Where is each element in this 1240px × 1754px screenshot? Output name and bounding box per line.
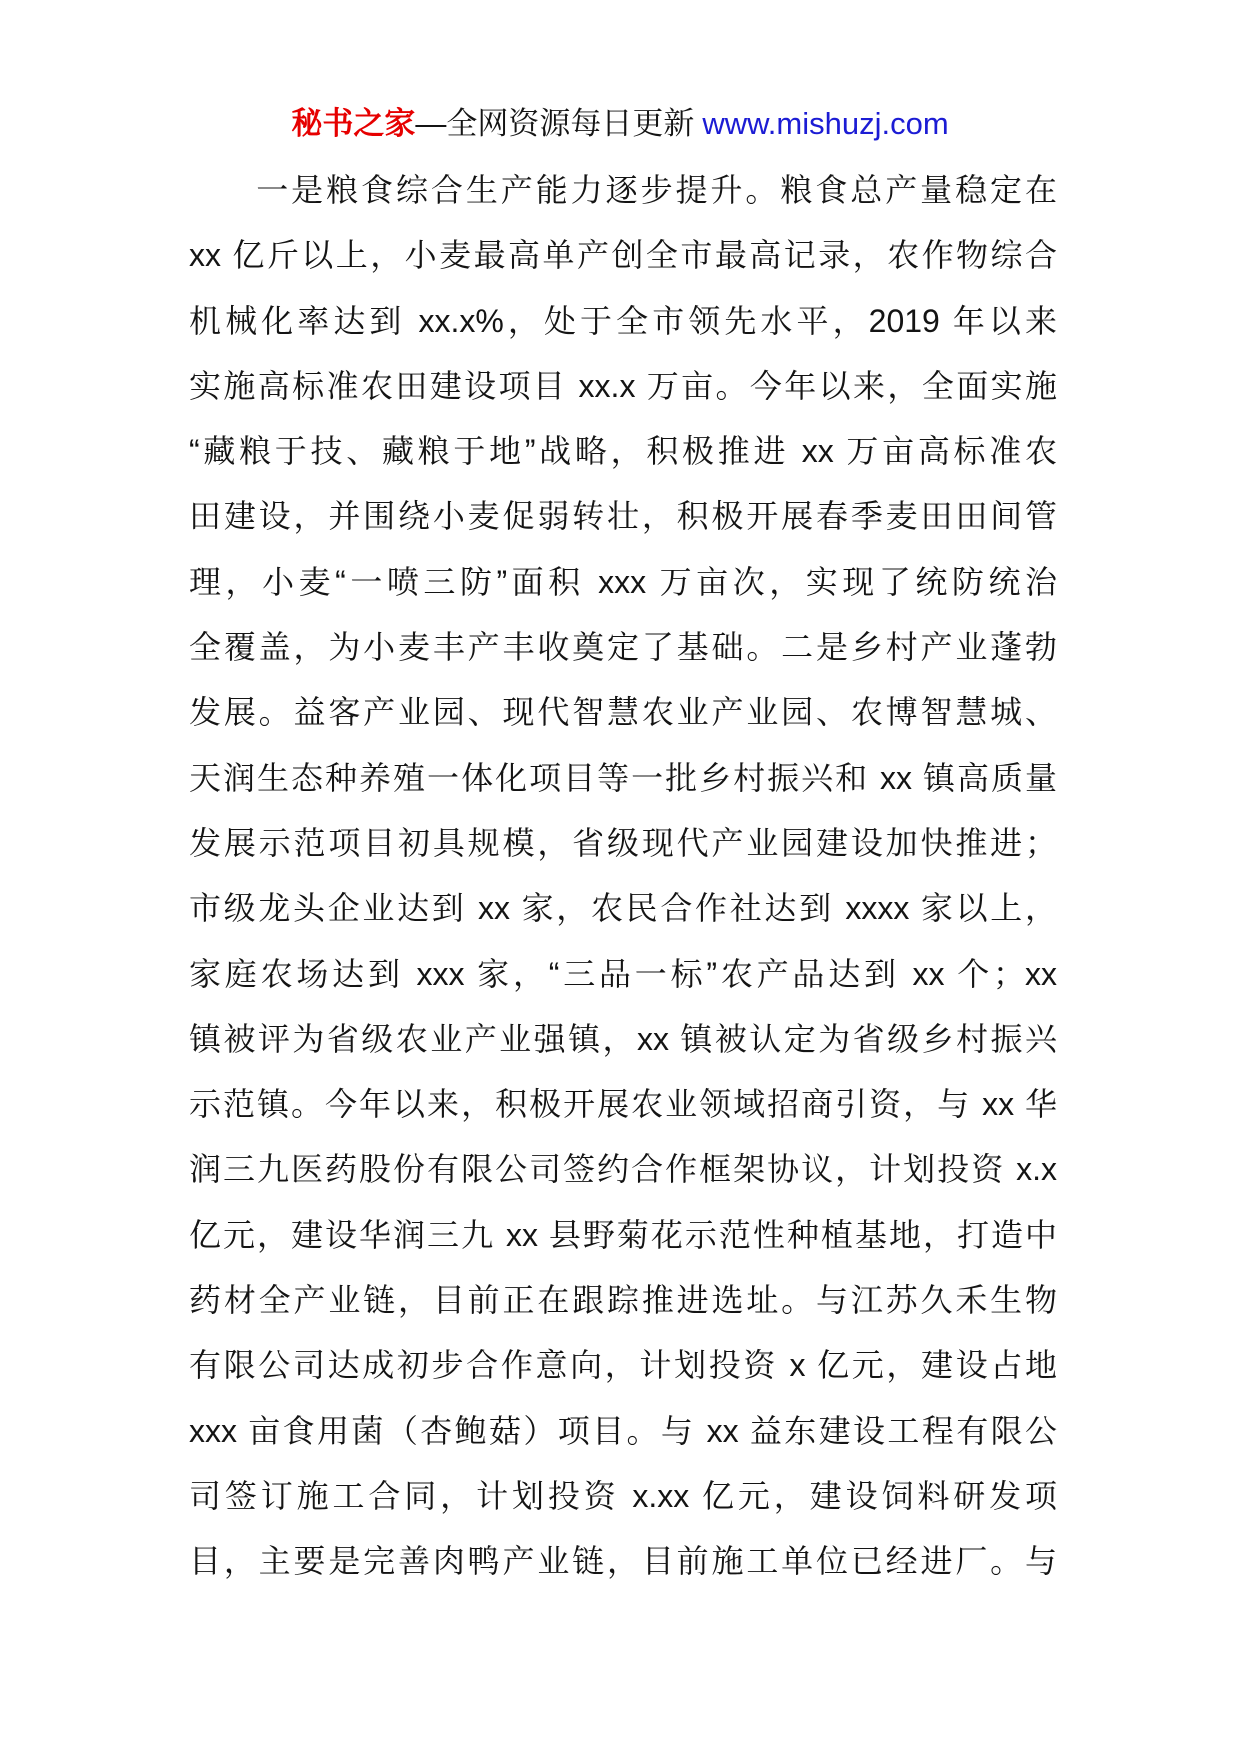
header-url: www.mishuzj.com: [702, 106, 949, 141]
body-line: 亿元，建设华润三九 xx 县野菊花示范性种植基地，打造中: [189, 1216, 1057, 1253]
body-line: 有限公司达成初步合作意向，计划投资 x 亿元，建设占地: [189, 1347, 1057, 1384]
body-line: 实施高标准农田建设项目 xx.x 万亩。今年以来，全面实施: [189, 367, 1057, 404]
body-line: xx 亿斤以上，小麦最高单产创全市最高记录，农作物综合: [189, 237, 1057, 274]
body-line: 一是粮食综合生产能力逐步提升。粮食总产量稳定在: [256, 172, 1057, 208]
body-line: 目，主要是完善肉鸭产业链，目前施工单位已经进厂。与: [189, 1543, 1057, 1580]
document-body: [189, 158, 1057, 1595]
body-line: 全覆盖，为小麦丰产丰收奠定了基础。二是乡村产业蓬勃: [189, 629, 1057, 666]
header-tagline: —全网资源每日更新: [415, 106, 695, 141]
body-line: 发展示范项目初具规模，省级现代产业园建设加快推进；: [189, 824, 1057, 861]
body-line: 药材全产业链，目前正在跟踪推进选址。与江苏久禾生物: [189, 1282, 1057, 1319]
body-line: 润三九医药股份有限公司签约合作框架协议，计划投资 x.x: [189, 1151, 1057, 1188]
body-line: 市级龙头企业达到 xx 家，农民合作社达到 xxxx 家以上，: [189, 890, 1057, 927]
body-line: 机械化率达到 xx.x%，处于全市领先水平，2019 年以来: [189, 302, 1057, 339]
body-line: 镇被评为省级农业产业强镇，xx 镇被认定为省级乡村振兴: [189, 1020, 1057, 1057]
body-line: 司签订施工合同，计划投资 x.xx 亿元，建设饲料研发项: [189, 1477, 1057, 1514]
body-line: 家庭农场达到 xxx 家，“三品一标”农产品达到 xx 个；xx: [189, 955, 1057, 992]
body-line: 发展。益客产业园、现代智慧农业产业园、农博智慧城、: [189, 694, 1057, 731]
body-line: 示范镇。今年以来，积极开展农业领域招商引资，与 xx 华: [189, 1086, 1057, 1123]
brand-name: 秘书之家: [291, 106, 416, 141]
body-line: 天润生态种养殖一体化项目等一批乡村振兴和 xx 镇高质量: [189, 759, 1057, 796]
body-line: “藏粮于技、藏粮于地”战略，积极推进 xx 万亩高标准农: [189, 433, 1057, 470]
body-line: 理，小麦“一喷三防”面积 xxx 万亩次，实现了统防统治: [189, 563, 1057, 600]
body-line: 田建设，并围绕小麦促弱转壮，积极开展春季麦田田间管: [189, 498, 1057, 535]
page-header: [0, 104, 1240, 144]
body-line: xxx 亩食用菌（杏鲍菇）项目。与 xx 益东建设工程有限公: [189, 1412, 1057, 1449]
